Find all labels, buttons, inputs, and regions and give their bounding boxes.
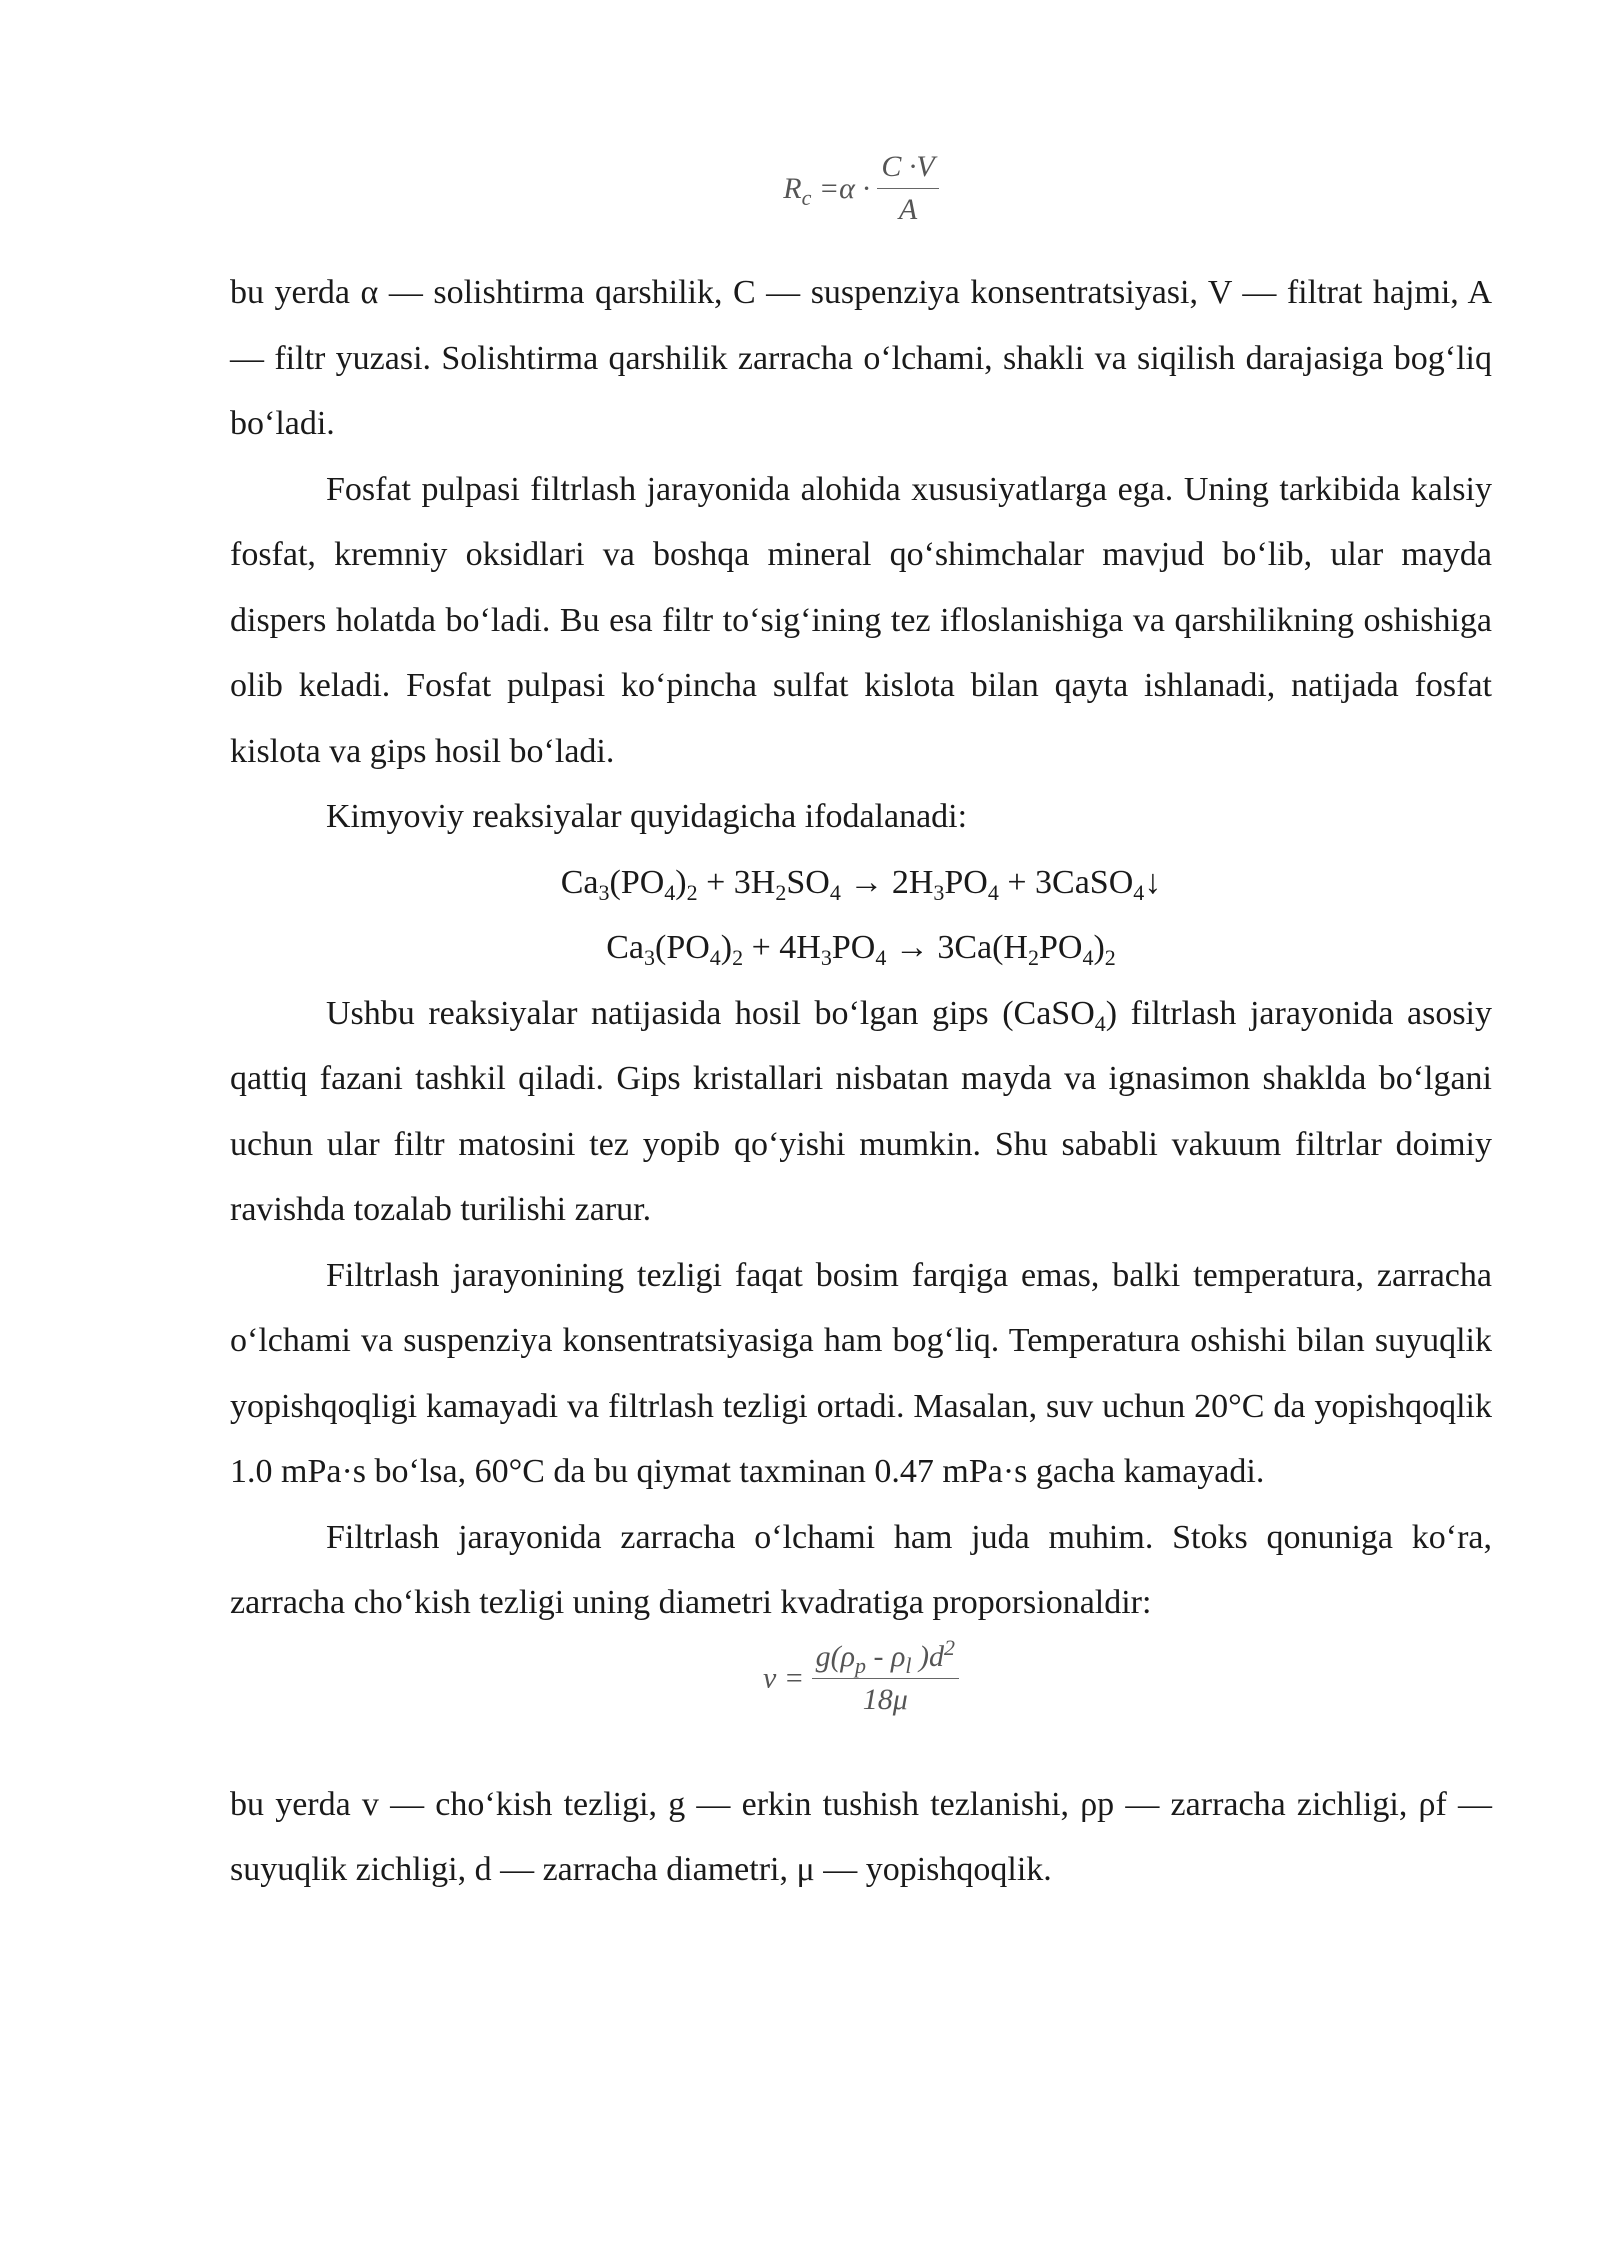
formula2-num-sub: p bbox=[854, 1652, 866, 1678]
paragraph-1: bu yerda α — solishtirma qarshilik, C — suspenziya konsentratsiyasi, V — filtrat hajmi, A — filtr yuzasi. Solishtirma qarshilik zarracha oʻlchami, shakli va siqilish darajasiga bogʻliq boʻladi. bbox=[230, 274, 1492, 442]
r1-part: Ca bbox=[560, 863, 599, 901]
r2-part: Ca bbox=[606, 929, 644, 966]
reaction-1 bbox=[230, 850, 1492, 916]
paragraph-4-sub: 4 bbox=[1094, 1010, 1106, 1036]
r1-part: (PO bbox=[609, 863, 665, 901]
formula1-lhs-symbol: R bbox=[783, 171, 802, 205]
formula2-num-sub: l bbox=[905, 1652, 912, 1678]
formula1-lhs-sub: c bbox=[801, 184, 812, 210]
formula2-num-part: - ρ bbox=[865, 1639, 906, 1673]
r2-sub: 2 bbox=[1027, 945, 1039, 970]
formula1-numerator: C ·V bbox=[877, 150, 938, 189]
paragraph-4-text: ) filtrlash jarayonida asosiy qattiq fazani tashkil qiladi. Gips kristallari nisbatan mayda va ignasimon shaklda boʻlgani uchun ular filtr matosini tez yopib qoʻyishi mumkin. Shu sababli vakuum filtrlar doimiy ravishda tozalab turilishi zarur. bbox=[230, 994, 1492, 1228]
r2-sub: 4 bbox=[1082, 945, 1094, 970]
paragraph-2: Fosfat pulpasi filtrlash jarayonida alohida xususiyatlarga ega. Uning tarkibida kalsiy fosfat, kremniy oksidlari va boshqa mineral qoʻshimchalar mavjud boʻlib, ular mayda dispers holatda boʻladi. Bu esa filtr toʻsigʻining tez ifloslanishiga va qarshilikning oshishiga olib keladi. Fosfat pulpasi koʻpincha sulfat kislota bilan qayta ishlanadi, natijada fosfat kislota va gips hosil boʻladi. bbox=[230, 470, 1492, 770]
r1-sub: 4 bbox=[987, 879, 999, 905]
r1-sub: 2 bbox=[686, 879, 698, 905]
r2-part: ) bbox=[1093, 929, 1105, 966]
document-page bbox=[230, 150, 1492, 1903]
paragraph-7: bu yerda v — choʻkish tezligi, g — erkin tushish tezlanishi, ρp — zarracha zichligi, ρf — suyuqlik zichligi, d — zarracha diametri, μ — yopishqoqlik. bbox=[230, 1785, 1492, 1888]
r1-sub: 4 bbox=[664, 879, 676, 905]
paragraph-3: Kimyoviy reaksiyalar quyidagicha ifodalanadi: bbox=[326, 798, 968, 835]
r2-part: (PO bbox=[655, 929, 710, 966]
formula2-num-part: )d bbox=[911, 1639, 944, 1673]
paragraph-6: Filtrlash jarayonida zarracha oʻlchami ham juda muhim. Stoks qonuniga koʻra, zarracha choʻkish tezligi uning diametri kvadratiga proporsionaldir: bbox=[230, 1518, 1492, 1621]
paragraph-4 bbox=[230, 981, 1492, 1243]
r1-part: + 3CaSO bbox=[998, 863, 1134, 901]
r1-arrow: → bbox=[840, 863, 892, 901]
r1-part: ) bbox=[675, 863, 687, 901]
r2-sub: 2 bbox=[1104, 945, 1116, 970]
formula2-num-sup: 2 bbox=[943, 1634, 955, 1660]
r2-sub: 3 bbox=[820, 945, 832, 970]
r2-sub: 4 bbox=[709, 945, 721, 970]
formula2-numerator bbox=[812, 1634, 959, 1679]
r1-part: + 3H bbox=[697, 863, 776, 901]
formula2-num-part: g(ρ bbox=[815, 1639, 855, 1673]
r2-part: 3Ca(H bbox=[937, 929, 1028, 966]
stokes-formula bbox=[230, 1634, 1492, 1760]
paragraph-5: Filtrlash jarayonining tezligi faqat bosim farqiga emas, balki temperatura, zarracha oʻlchami va suspenziya konsentratsiyasiga ham bogʻliq. Temperatura oshishi bilan suyuqlik yopishqoqligi kamayadi va filtrlash tezligi ortadi. Masalan, suv uchun 20°C da yopishqoqlik 1.0 mPa·s boʻlsa, 60°C da bu qiymat taxminan 0.47 mPa·s gacha kamayadi. bbox=[230, 1256, 1492, 1490]
r1-part: SO bbox=[786, 863, 830, 901]
r2-part: + 4H bbox=[743, 929, 821, 966]
r1-sub: 2 bbox=[775, 879, 787, 905]
r2-part: ) bbox=[720, 929, 733, 966]
r2-part: PO bbox=[1038, 929, 1083, 966]
reaction-2 bbox=[230, 915, 1492, 981]
formula1-operator: =α · bbox=[811, 171, 870, 205]
r2-sub: 2 bbox=[732, 945, 744, 970]
r1-precipitate-arrow: ↓ bbox=[1144, 863, 1162, 901]
formula2-fraction bbox=[812, 1634, 959, 1717]
formula1-fraction bbox=[877, 150, 938, 227]
paragraph-4-text: Ushbu reaksiyalar natijasida hosil boʻlgan gips (CaSO bbox=[326, 994, 1095, 1032]
r1-sub: 3 bbox=[933, 879, 945, 905]
specific-resistance-formula bbox=[230, 150, 1492, 260]
r2-sub: 4 bbox=[875, 945, 887, 970]
formula1-denominator: A bbox=[898, 193, 918, 226]
r1-sub: 4 bbox=[1133, 879, 1145, 905]
r2-part: PO bbox=[831, 929, 876, 966]
formula1-lhs bbox=[783, 171, 870, 210]
r1-part: 2H bbox=[891, 863, 934, 901]
r1-sub: 4 bbox=[829, 879, 841, 905]
formula2-denominator: 18μ bbox=[862, 1682, 908, 1716]
r1-part: PO bbox=[944, 863, 988, 901]
r2-sub: 3 bbox=[644, 945, 655, 970]
r1-sub: 3 bbox=[598, 879, 610, 905]
formula2-lhs: v = bbox=[763, 1661, 805, 1694]
r2-arrow: → bbox=[886, 929, 938, 966]
